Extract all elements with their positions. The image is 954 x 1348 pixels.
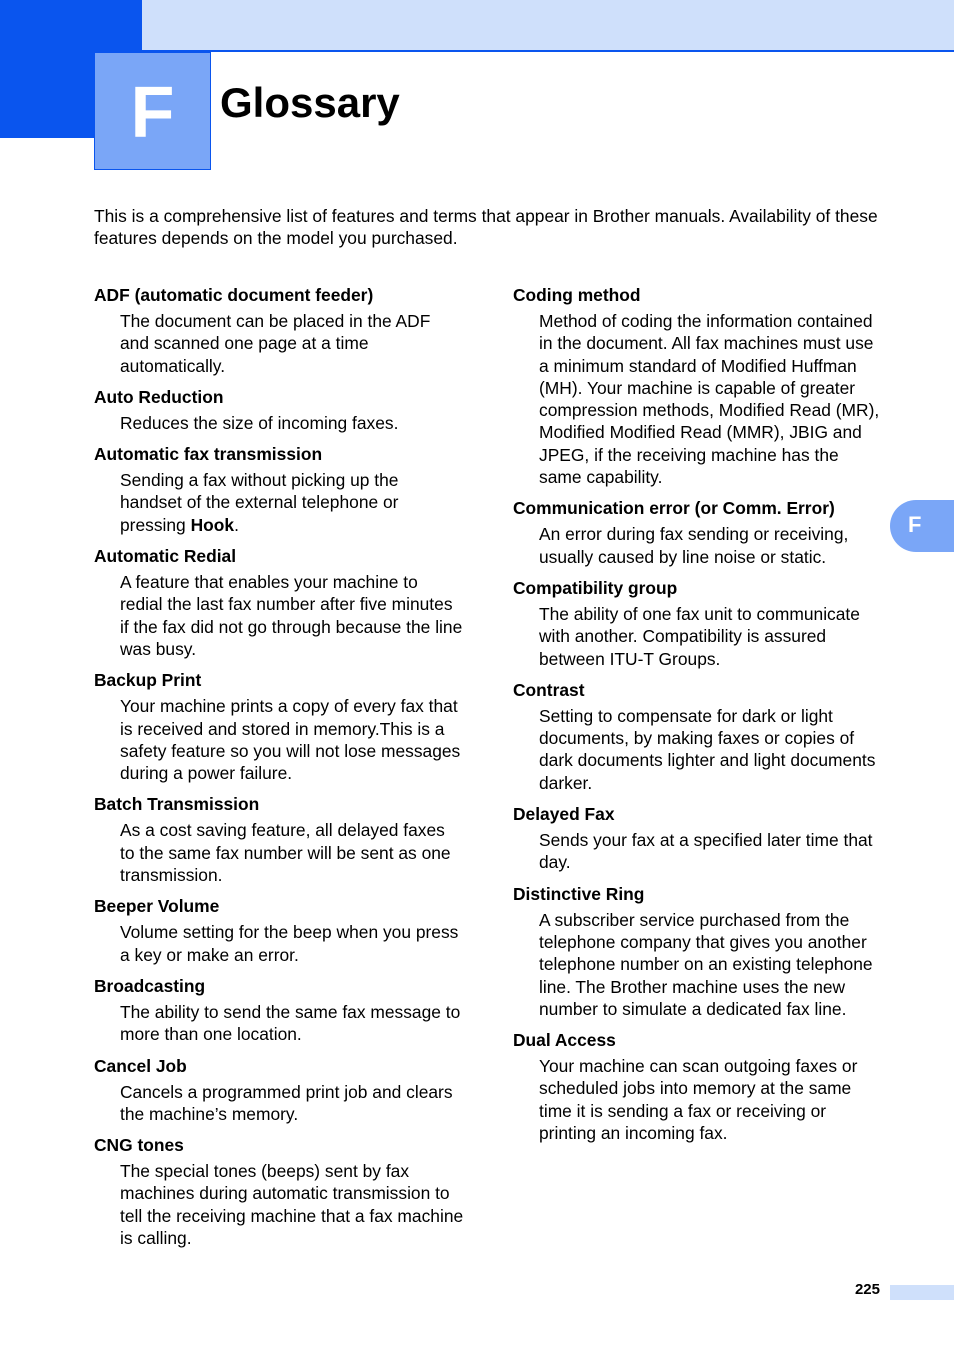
glossary-definition: An error during fax sending or receiving, usually caused by line noise or static.	[539, 524, 849, 567]
glossary-entry	[513, 1029, 883, 1144]
glossary-definition: Your machine can scan outgoing faxes or scheduled jobs into memory at the same time it is sending a fax or receiving or printing an incoming fax.	[539, 1056, 858, 1144]
glossary-column-left	[94, 284, 464, 1258]
glossary-definition	[120, 469, 464, 536]
intro-paragraph: This is a comprehensive list of features and terms that appear in Brother manuals. Availability of these features depends on the model you purchased.	[94, 206, 878, 249]
glossary-definition: Volume setting for the beep when you press a key or make an error.	[120, 922, 459, 965]
glossary-term: ADF (automatic document feeder)	[94, 285, 374, 305]
glossary-entry	[513, 497, 883, 568]
glossary-entry	[94, 545, 464, 660]
glossary-definition: The ability to send the same fax message to more than one location.	[120, 1001, 461, 1045]
glossary-term: Batch Transmission	[94, 794, 260, 815]
glossary-entry	[513, 883, 883, 1020]
glossary-term: Communication error (or Comm. Error)	[513, 498, 835, 519]
glossary-definition: Your machine prints a copy of every fax that is received and stored in memory.This is a safety feature so you will not lose messages during a power failure.	[120, 696, 461, 784]
glossary-entry	[513, 803, 883, 874]
glossary-definition: Setting to compensate for dark or light documents, by making faxes or copies of dark documents lighter and light documents darker.	[539, 705, 876, 793]
glossary-term: Broadcasting	[94, 975, 206, 996]
glossary-entry	[94, 284, 464, 377]
definition-text: .	[234, 514, 239, 535]
glossary-definition: The ability of one fax unit to communicate with another. Compatibility is assured between ITU-T Groups.	[539, 603, 860, 669]
glossary-term: Beeper Volume	[94, 896, 220, 917]
glossary-entry	[94, 443, 464, 536]
glossary-term: Cancel Job	[94, 1055, 187, 1076]
glossary-term: Coding method	[513, 285, 641, 305]
glossary-term: Automatic Redial	[94, 546, 237, 567]
side-tab-letter: F	[908, 512, 922, 537]
glossary-term: Delayed Fax	[513, 804, 615, 825]
glossary-term: Distinctive Ring	[513, 883, 645, 904]
glossary-entry	[94, 793, 464, 886]
glossary-definition: Reduces the size of incoming faxes.	[120, 412, 399, 433]
glossary-entry	[94, 386, 464, 434]
glossary-definition: The special tones (beeps) sent by fax machines during automatic transmission to tell the receiving machine that a fax machine is calling.	[120, 1161, 464, 1249]
glossary-definition: A feature that enables your machine to redial the last fax number after five minutes if the fax did not go through because the line was busy.	[120, 572, 463, 659]
page-number: 225	[854, 1281, 880, 1298]
page-number-bar	[890, 1285, 954, 1300]
hook-key-label: Hook	[190, 514, 235, 535]
glossary-entry	[94, 669, 464, 784]
glossary-entry	[513, 577, 883, 670]
glossary-entry	[94, 1134, 464, 1249]
glossary-term: Contrast	[513, 679, 585, 700]
glossary-definition: Cancels a programmed print job and clears the machine’s memory.	[120, 1081, 453, 1124]
chapter-letter: F	[130, 73, 175, 153]
glossary-term: Compatibility group	[513, 577, 678, 598]
glossary-entry	[513, 679, 883, 794]
glossary-term: Backup Print	[94, 670, 202, 691]
glossary-definition: A subscriber service purchased from the telephone company that gives you another telephone number on an existing telephone line. The Brother machine uses the new number to simulate a dedicated fax line.	[539, 909, 873, 1019]
glossary-definition: The document can be placed in the ADF and scanned one page at a time automatically.	[120, 311, 431, 376]
page-title: Glossary	[220, 79, 400, 126]
glossary-definition: As a cost saving feature, all delayed faxes to the same fax number will be sent as one transmission.	[120, 820, 451, 886]
chapter-badge	[94, 52, 211, 170]
glossary-term: Automatic fax transmission	[94, 444, 323, 465]
glossary-term: Dual Access	[513, 1030, 616, 1051]
glossary-entry	[94, 1055, 464, 1126]
glossary-column-right	[513, 284, 883, 1153]
header-band	[142, 0, 954, 52]
glossary-definition: Method of coding the information contained in the document. All fax machines must use a minimum standard of Modified Huffman (MH). Your machine is capable of greater compression methods, Modified Read (MR), Modified Modified Read (MMR), JBIG and JPEG, if the receiving machine has the same capability.	[539, 311, 880, 488]
glossary-term: Auto Reduction	[94, 386, 224, 407]
glossary-entry	[513, 284, 883, 488]
glossary-term: CNG tones	[94, 1135, 184, 1156]
glossary-definition: Sends your fax at a specified later time that day.	[539, 830, 873, 873]
glossary-entry	[94, 975, 464, 1046]
definition-text: Sending a fax without picking up the handset of the external telephone or pressing	[120, 470, 399, 535]
glossary-entry	[94, 895, 464, 966]
chapter-side-tab	[890, 500, 954, 552]
